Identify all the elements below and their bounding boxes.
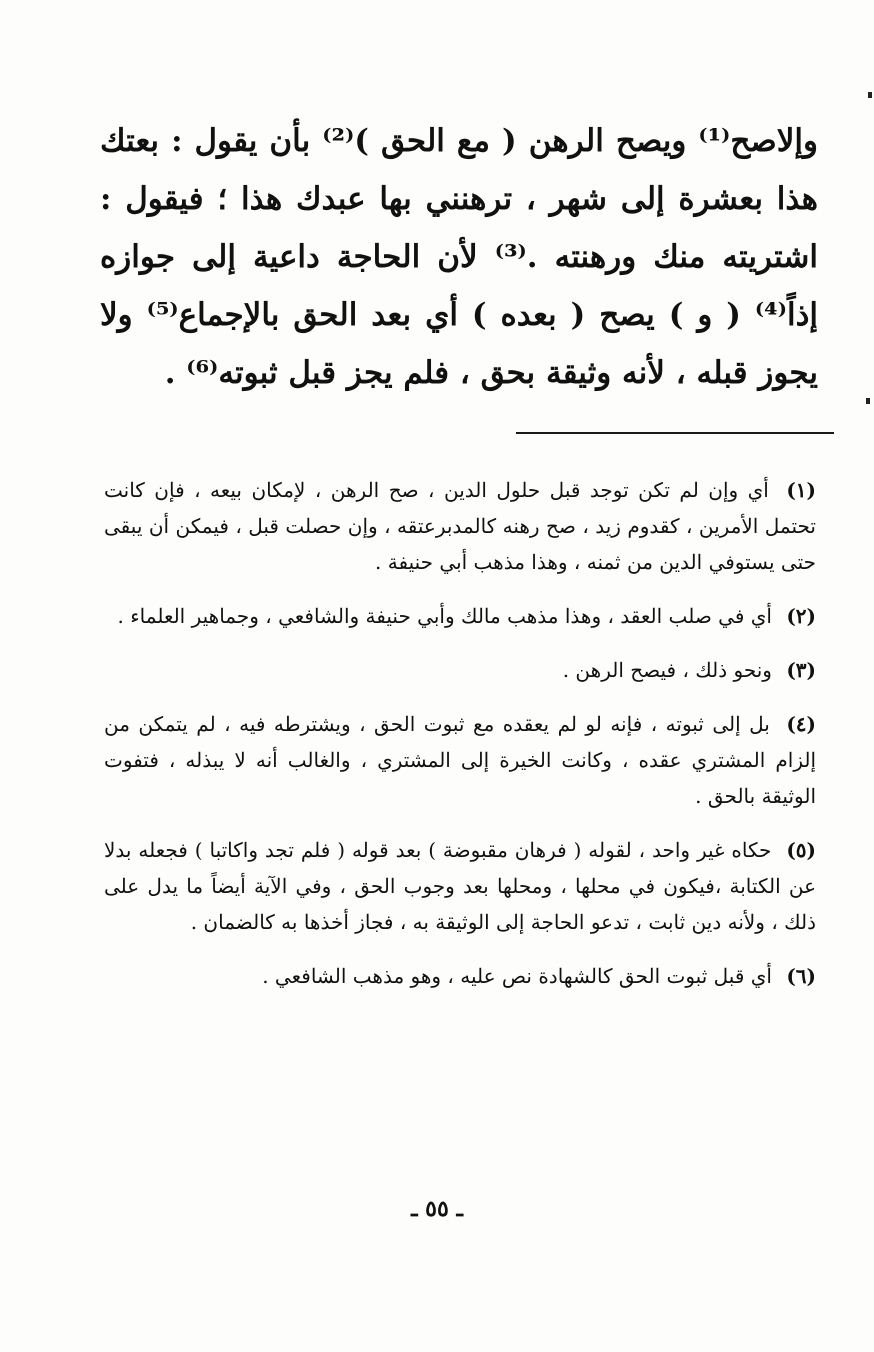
footnote-number: (٢) [786,604,816,628]
footnote-number: (٥) [786,838,816,862]
main-text-block [100,112,818,402]
footnote-text: حكاه غير واحد ، لقوله ( فرهان مقبوضة ) بعد قوله ( فلم تجد واكاتبا ) فجعله بدلا عن الكتابة ،فيكون في محلها ، ومحلها بعد وجوب الحق ، وفي الآية أيضاً ما يدل على ذلك ، ولأنه دين ثابت ، تدعو الحاجة إلى الوثيقة به ، فجاز أخذها به كالضمان . [104,838,816,934]
footnote-text: أي قبل ثبوت الحق كالشهادة نص عليه ، وهو مذهب الشافعي . [262,964,772,988]
footnote-text: بل إلى ثبوته ، فإنه لو لم يعقده مع ثبوت الحق ، ويشترطه فيه ، لم يتمكن من إلزام المشتري عقده ، وكانت الخيرة إلى المشتري ، والغالب أنه لا يبذله ، فتفوت الوثيقة بالحق . [104,712,816,808]
footnote-number: (٣) [786,658,816,682]
footnote-2 [104,598,816,634]
footnote-1 [104,472,816,580]
scan-edge-mark-top [868,92,872,98]
footnote-text: ونحو ذلك ، فيصح الرهن . [562,658,772,682]
scan-edge-mark-middle [866,398,870,404]
main-paragraph: وإلاصح⁽¹⁾ ويصح الرهن ( مع الحق )⁽²⁾ بأن يقول : بعتك هذا بعشرة إلى شهر ، ترهنني بها عبدك هذا ؛ فيقول : اشتريته منك ورهنته .⁽³⁾ لأن الحاجة داعية إلى جوازه إذاً⁽⁴⁾ ( و ) يصح ( بعده ) أي بعد الحق بالإجماع⁽⁵⁾ ولا يجوز قبله ، لأنه وثيقة بحق ، فلم يجز قبل ثبوته⁽⁶⁾ . [100,123,818,391]
footnote-number: (٤) [786,712,816,736]
footnote-number: (٦) [786,964,816,988]
footnote-3 [104,652,816,688]
footnote-4 [104,706,816,814]
footnote-6 [104,958,816,994]
footnote-number: (١) [786,478,817,502]
footnote-text: أي في صلب العقد ، وهذا مذهب مالك وأبي حنيفة والشافعي ، وجماهير العلماء . [117,604,772,628]
page-number: ـ ٥٥ ـ [411,1196,463,1222]
footnote-separator [516,432,834,434]
footnote-text: أي وإن لم تكن توجد قبل حلول الدين ، صح الرهن ، لإمكان بيعه ، فإن كانت تحتمل الأمرين ، كقدوم زيد ، صح رهنه كالمدبرعتقه ، وإن حصلت قبل ، فيمكن أن يبقى حتى يستوفي الدين من ثمنه ، وهذا مذهب أبي حنيفة . [104,478,816,574]
footnotes-section [104,472,816,1012]
footnote-5 [104,832,816,940]
